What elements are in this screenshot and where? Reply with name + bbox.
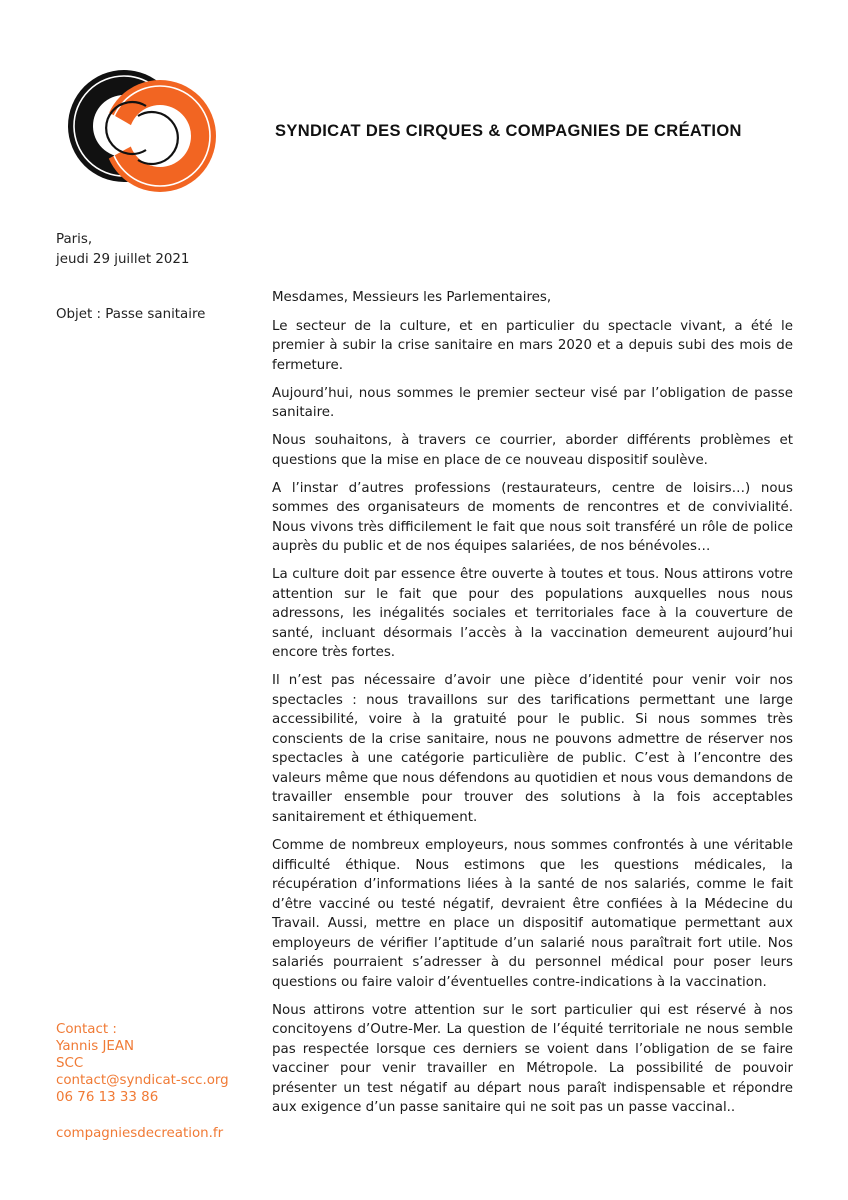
contact-label: Contact : (56, 1022, 117, 1037)
paragraph: Il n’est pas nécessaire d’avoir une pièce d’identité pour venir voir nos spectacles : nous travaillons sur des tarifications permettant une large accessibilité, voire à la gratuité pour le public. Si nous sommes très conscients de la crise sanitaire, nous ne pouvons admettre de réserver nos spectacles à une catégorie particulière de public. C’est à l’encontre des valeurs même que nous défendons au quotidien et nous vous demandons de travailler ensemble pour trouver des solutions à la fois acceptables sanitairement et éthiquement. (272, 673, 793, 825)
place-date (56, 230, 246, 270)
salutation: Mesdames, Messieurs les Parlementaires, (272, 290, 552, 305)
paragraph: Nous souhaitons, à travers ce courrier, aborder différents problèmes et questions que la mise en place de ce nouveau dispositif soulève. (272, 433, 793, 468)
contact-org: SCC (56, 1056, 84, 1071)
paragraph: Aujourd’hui, nous sommes le premier secteur visé par l’obligation de passe sanitaire. (272, 385, 793, 421)
paragraph: A l’instar d’autres professions (restaurateurs, centre de loisirs…) nous sommes des organisateurs de moments de rencontres et de convivialité. Nous vivons très difficilement le fait que nous soit transféré un rôle de police auprès du public et de nos équipes salariées, de nos bénévoles… (272, 480, 793, 555)
contact-block (56, 1021, 246, 1106)
letter-object: Objet : Passe sanitaire (56, 307, 206, 322)
contact-email[interactable]: contact@syndicat-scc.org (56, 1073, 229, 1088)
website-link[interactable]: compagniesdecreation.fr (56, 1126, 224, 1141)
place: Paris, (56, 232, 93, 247)
paragraph: Le secteur de la culture, et en particulier du spectacle vivant, a été le premier à subir la crise sanitaire en mars 2020 et a depuis subi des mois de fermeture. (272, 318, 793, 373)
contact-phone[interactable]: 06 76 13 33 86 (56, 1090, 159, 1105)
paragraph: Nous attirons votre attention sur le sort particulier qui est réservé à nos concitoyens d’Outre-Mer. La question de l’équité territoriale ne nous semble pas respectée lorsque ces derniers se voient dans l’obligation de se faire vacciner pour venir travailler en Métropole. La possibilité de pouvoir présenter un test négatif au départ nous paraît indispensable et répondre aux exigence d’un passe sanitaire qui ne soit pas un passe vaccinal.. (272, 1002, 793, 1116)
date: jeudi 29 juillet 2021 (56, 252, 190, 267)
paragraph: La culture doit par essence être ouverte à toutes et tous. Nous attirons votre attention sur le fait que pour des populations auxquelles nous nous adressons, les inégalités sociales et territoriales face à la couverture de santé, incluant désormais l’accès à la vaccination demeurent aujourd’hui encore très fortes. (272, 567, 793, 661)
scc-logo-icon (66, 58, 218, 204)
contact-name: Yannis JEAN (56, 1039, 135, 1054)
paragraph: Comme de nombreux employeurs, nous sommes confrontés à une véritable difficulté éthique. Nous estimons que les questions médicales, la récupération d’informations liées à la santé de nos salariés, comme le fait d’être vacciné ou testé négatif, devraient être confiées à la Médecine du Travail. Aussi, mettre en place un dispositif automatique permettant aux employeurs de vérifier l’aptitude d’un salarié nous paraîtrait fort utile. Nos salariés pourraient s’adresser à du personnel médical pour poser leurs questions ou faire valoir d’éventuelles contre-indications à la vaccination. (272, 838, 793, 990)
letter-body (272, 288, 793, 1126)
organization-title: SYNDICAT DES CIRQUES & COMPAGNIES DE CRÉATION (275, 122, 742, 140)
